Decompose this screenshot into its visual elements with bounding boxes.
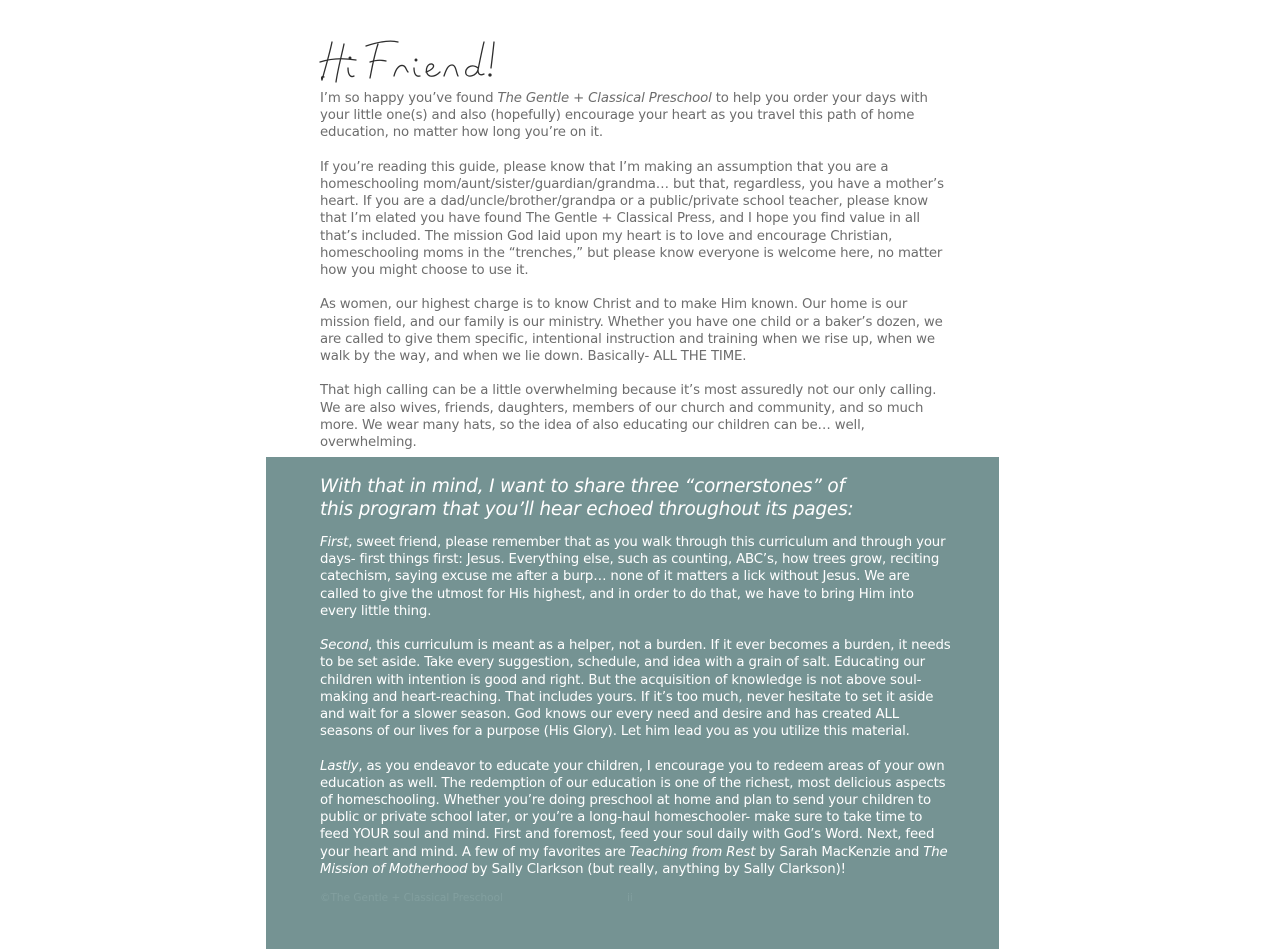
footer-copyright: ©The Gentle + Classical Preschool — [320, 892, 503, 904]
footer-page-number: ii — [627, 892, 633, 904]
lastly-text-1: , as you endeavor to educate your children, I encourage you to redeem areas of your own education as well. The redemption of our education is one of the richest, most delicious aspects of homeschooling. Whether you’re doing preschool at home and plan to send your children to public or private school later, or you’re a long-haul homeschooler- make sure to take time to feed YOUR soul and mind. First and foremost, feed your soul daily with God’s Word. Next, feed your heart and mind. A few of my favorites are — [320, 758, 946, 860]
cornerstone-first — [320, 534, 952, 620]
first-text: , sweet friend, please remember that as you walk through this curriculum and through your days- first things first: Jesus. Everything else, such as counting, ABC’s, how trees grow, reciting catechism, saying excuse me after a burp… none of it matters a lick without Jesus. We are called to give the utmost for His highest, and in order to do that, we have to bring Him into every little thing. — [320, 535, 946, 619]
cornerstones-content — [320, 475, 952, 895]
book-teaching-from-rest: Teaching from Rest — [629, 844, 756, 860]
cornerstones-heading: With that in mind, I want to share three “cornerstones” of this program that you’ll hear echoed throughout its pages: — [320, 476, 854, 520]
intro-paragraph-1 — [320, 90, 952, 142]
lastly-text-3: by Sally Clarkson (but really, anything by Sally Clarkson)! — [467, 861, 846, 877]
lastly-lead: Lastly — [320, 758, 359, 774]
second-lead: Second — [320, 638, 369, 654]
lastly-text-2: by Sarah MacKenzie and — [755, 844, 924, 860]
greeting-script-heading — [318, 30, 618, 90]
greeting-handwriting-icon — [318, 30, 618, 90]
intro-paragraph-3: As women, our highest charge is to know Christ and to make Him known. Our home is our mission field, and our family is our ministry. Whether you have one child or a baker’s dozen, we are called to give them specific, intentional instruction and training when we rise up, when we walk by the way, and when we lie down. Basically- ALL THE TIME. — [320, 297, 943, 365]
intro-section — [320, 90, 952, 468]
intro-paragraph-2: If you’re reading this guide, please know that I’m making an assumption that you are a homeschooling mom/aunt/sister/guardian/grandma… but that, regardless, you have a mother’s heart. If you are a dad/uncle/brother/grandpa or a public/private school teacher, please know that I’m elated you have found The Gentle + Classical Press, and I hope you find value in all that’s included. The mission God laid upon my heart is to love and encourage Christian, homeschooling moms in the “trenches,” but please know everyone is welcome here, no matter how you might choose to use it. — [320, 159, 944, 279]
intro-paragraph-4: That high calling can be a little overwhelming because it’s most assuredly not our only calling. We are also wives, friends, daughters, members of our church and community, and so much more. We wear many hats, so the idea of also educating our children can be… well, overwhelming. — [320, 383, 937, 451]
second-text: , this curriculum is meant as a helper, not a burden. If it ever becomes a burden, it needs to be set aside. Take every suggestion, schedule, and idea with a grain of salt. Educating our children with intention is good and right. But the acquisition of knowledge is not above soul-making and heart-reaching. That includes yours. If it’s too much, never hesitate to set it aside and wait for a slower season. God knows our every need and desire and has created ALL seasons of our lives for a purpose (His Glory). Let him lead you as you utilize this material. — [320, 638, 951, 740]
intro-p1-after: to help you order your days with your little one(s) and also (hopefully) encourage your heart as you travel this path of home education, no matter how long you’re on it. — [320, 91, 928, 141]
page-footer — [320, 891, 920, 905]
cornerstone-second — [320, 637, 952, 740]
cornerstone-lastly — [320, 758, 952, 878]
intro-p1-before: I’m so happy you’ve found — [320, 91, 498, 106]
book-mission-of-motherhood: The Mission of Motherhood — [320, 844, 948, 877]
cornerstones-panel — [266, 457, 999, 949]
first-lead: First — [320, 535, 349, 550]
preschool-title: The Gentle + Classical Preschool — [497, 91, 712, 106]
